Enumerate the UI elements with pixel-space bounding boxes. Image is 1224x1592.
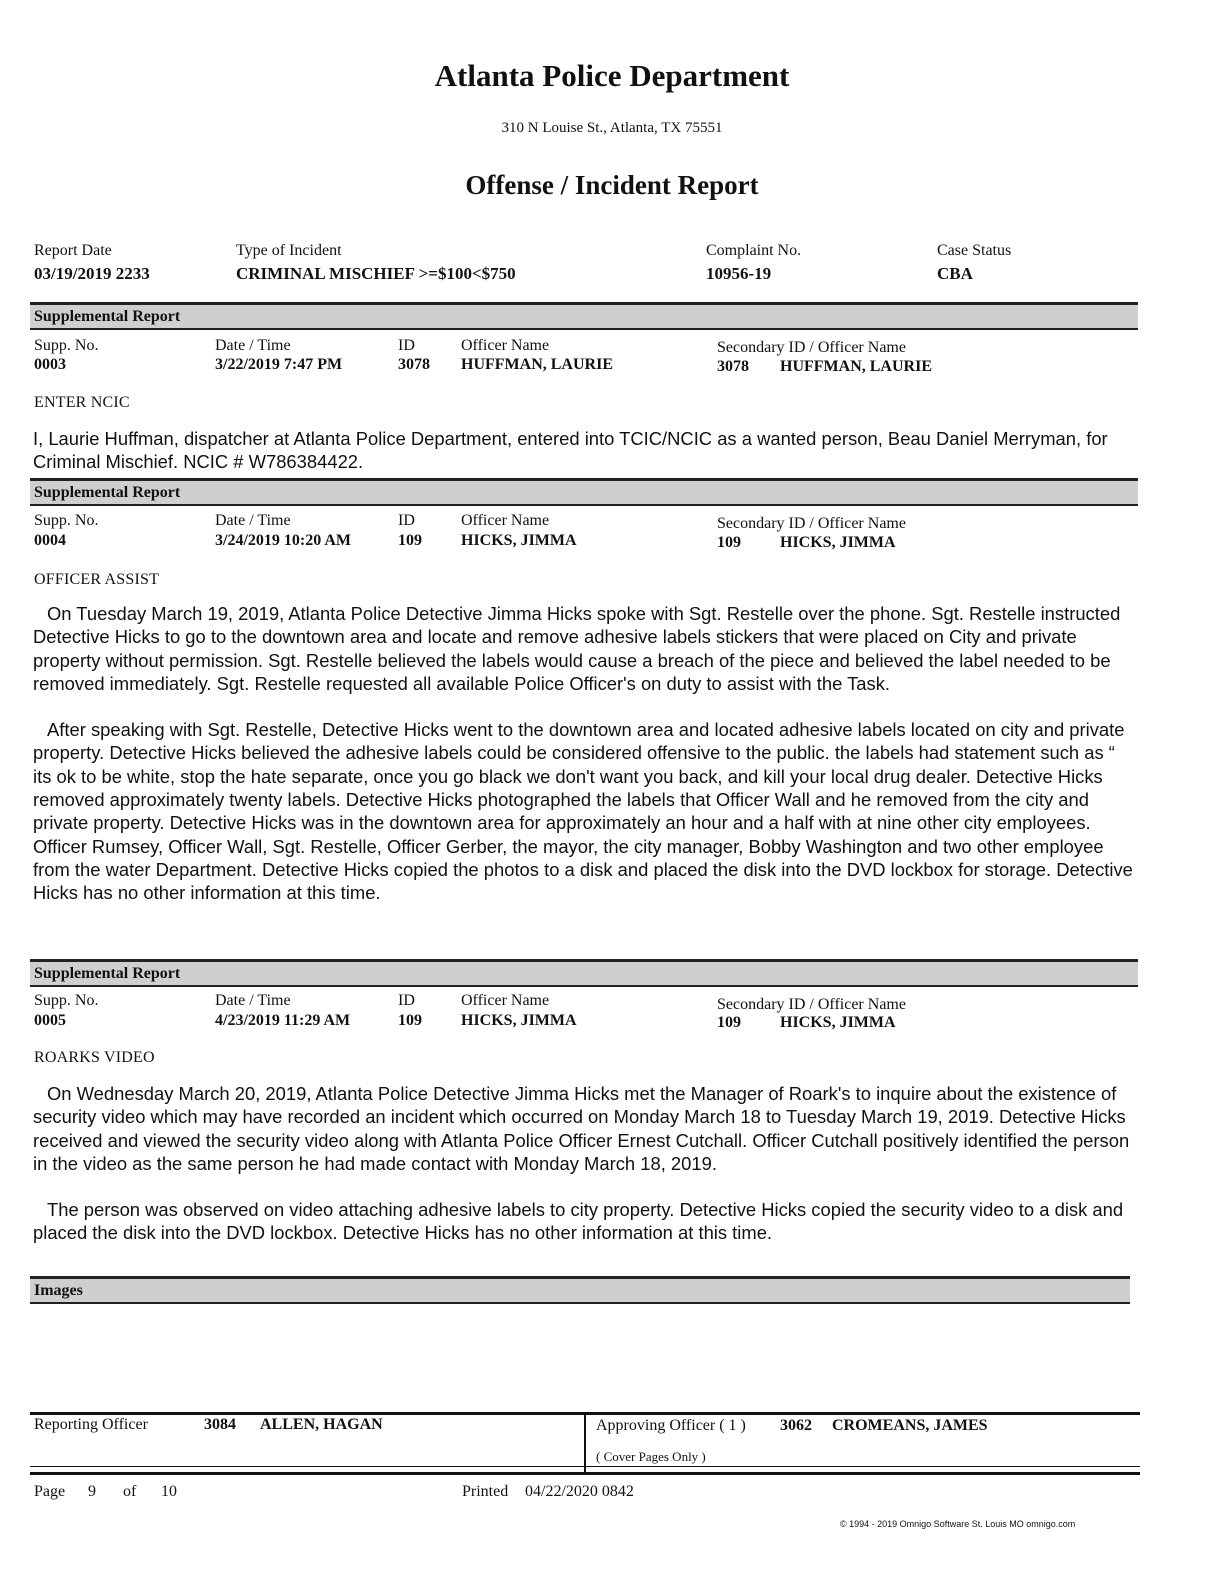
copyright-notice: © 1994 - 2019 Omnigo Software St. Louis MO omnigo.com: [840, 1519, 1076, 1529]
officer-id: 109: [398, 1012, 422, 1029]
bar-title: Supplemental Report: [34, 308, 181, 325]
narrative: [33, 602, 1133, 905]
date-time-label: Date / Time: [215, 512, 291, 529]
narrative: [33, 427, 1133, 474]
section-title: ROARKS VIDEO: [34, 1049, 155, 1066]
officer-id: 3078: [398, 356, 430, 373]
bar-title: Supplemental Report: [34, 965, 181, 982]
secondary-name: HICKS, JIMMA: [780, 1014, 896, 1031]
narrative: [33, 1082, 1133, 1245]
supplemental-report-bar: [30, 959, 1138, 987]
narrative-paragraph: I, Laurie Huffman, dispatcher at Atlanta Police Department, entered into TCIC/NCIC as a wanted person, Beau Daniel Merryman, for Criminal Mischief. NCIC # W786384422.: [33, 428, 1108, 473]
printed-label: Printed: [462, 1483, 509, 1500]
date-time-label: Date / Time: [215, 992, 291, 1009]
case-status: CBA: [937, 264, 973, 283]
complaint-no: 10956-19: [706, 264, 772, 283]
printed-date: 04/22/2020 0842: [525, 1483, 634, 1500]
officer-name-label: Officer Name: [461, 512, 550, 529]
reporting-officer-name: ALLEN, HAGAN: [260, 1416, 383, 1433]
narrative-paragraph: After speaking with Sgt. Restelle, Detective Hicks went to the downtown area and located adhesive labels located on city and private property. Detective Hicks believed the adhesive labels could be considered offensive to the public. the labels had statement such as “ its ok to be white, stop the hate separate, once you go black we don't want you back, and kill your local drug dealer. Detective Hicks removed approximately twenty labels. Detective Hicks photographed the labels that Officer Wall and he removed from the city and private property. Detective Hicks was in the downtown area for approximately an hour and a half with at nine other city employees. Officer Rumsey, Officer Wall, Sgt. Restelle, Officer Gerber, the mayor, the city manager, Bobby Washington and two other employee from the water Department. Detective Hicks copied the photos to a disk and placed the disk into the DVD lockbox for storage. Detective Hicks has no other information at this time.: [33, 719, 1133, 904]
narrative-paragraph: On Tuesday March 19, 2019, Atlanta Police Detective Jimma Hicks spoke with Sgt. Restelle over the phone. Sgt. Restelle instructed Detective Hicks to go to the downtown area and locate and remove adhesive labels stickers that were placed on City and private property without permission. Sgt. Restelle believed the labels would cause a breach of the piece and believed the label needed to be removed immediately. Sgt. Restelle requested all available Police Officer's on duty to assist with the Task.: [33, 603, 1121, 694]
supp-no-label: Supp. No.: [34, 512, 99, 529]
supp-no: 0004: [34, 532, 66, 549]
date-time: 3/24/2019 10:20 AM: [215, 532, 351, 549]
supplemental-report-bar: [30, 302, 1138, 330]
report-title: Offense / Incident Report: [465, 170, 759, 200]
section-title: ENTER NCIC: [34, 394, 130, 411]
report-date: 03/19/2019 2233: [34, 264, 150, 283]
officer-name-label: Officer Name: [461, 337, 550, 354]
officer-name-label: Officer Name: [461, 992, 550, 1009]
case-status-label: Case Status: [937, 242, 1012, 259]
incident-type-label: Type of Incident: [236, 242, 342, 259]
secondary-name: HUFFMAN, LAURIE: [780, 358, 932, 375]
date-time: 4/23/2019 11:29 AM: [215, 1012, 351, 1029]
report-date-label: Report Date: [34, 242, 112, 259]
reporting-officer-label: Reporting Officer: [34, 1416, 148, 1433]
page-label: Page: [34, 1483, 66, 1500]
date-time: 3/22/2019 7:47 PM: [215, 356, 343, 373]
secondary-label: Secondary ID / Officer Name: [717, 339, 906, 356]
page-of-label: of: [123, 1483, 137, 1500]
footer-divider: [584, 1414, 586, 1472]
reporting-officer-id: 3084: [204, 1416, 236, 1433]
officer-name: HUFFMAN, LAURIE: [461, 356, 613, 373]
supp-no-label: Supp. No.: [34, 992, 99, 1009]
department-title: Atlanta Police Department: [434, 58, 790, 93]
incident-type: CRIMINAL MISCHIEF >=$100<$750: [236, 264, 516, 283]
images-bar: [30, 1276, 1130, 1304]
id-label: ID: [398, 992, 415, 1009]
supp-no: 0003: [34, 356, 66, 373]
secondary-label: Secondary ID / Officer Name: [717, 515, 906, 532]
secondary-label: Secondary ID / Officer Name: [717, 996, 906, 1013]
secondary-name: HICKS, JIMMA: [780, 534, 896, 551]
secondary-id: 109: [717, 1014, 741, 1031]
complaint-no-label: Complaint No.: [706, 242, 802, 259]
narrative-paragraph: The person was observed on video attaching adhesive labels to city property. Detective Hicks copied the security video to a disk and placed the disk into the DVD lockbox. Detective Hicks has no other information at this time.: [33, 1199, 1124, 1244]
supp-no: 0005: [34, 1012, 66, 1029]
id-label: ID: [398, 512, 415, 529]
date-time-label: Date / Time: [215, 337, 291, 354]
narrative-paragraph: On Wednesday March 20, 2019, Atlanta Police Detective Jimma Hicks met the Manager of Roark's to inquire about the existence of security video which may have recorded an incident which occurred on Monday March 18 to Tuesday March 19, 2019. Detective Hicks received and viewed the security video along with Atlanta Police Officer Ernest Cutchall. Officer Cutchall positively identified the person in the video as the same person he had made contact with Monday March 18, 2019.: [33, 1083, 1130, 1174]
cover-pages-note: ( Cover Pages Only ): [596, 1449, 706, 1464]
footer-mid-rule: [30, 1466, 1140, 1467]
secondary-id: 3078: [717, 358, 749, 375]
officer-id: 109: [398, 532, 422, 549]
page-number: 9: [88, 1483, 96, 1500]
officer-name: HICKS, JIMMA: [461, 1012, 577, 1029]
approving-officer-label: Approving Officer ( 1 ): [596, 1417, 746, 1434]
footer-bottom-rule: [30, 1472, 1140, 1475]
secondary-id: 109: [717, 534, 741, 551]
supplemental-report-bar: [30, 478, 1138, 506]
page-total: 10: [161, 1483, 177, 1500]
officer-name: HICKS, JIMMA: [461, 532, 577, 549]
section-title: OFFICER ASSIST: [34, 571, 160, 588]
id-label: ID: [398, 337, 415, 354]
supp-no-label: Supp. No.: [34, 337, 99, 354]
bar-title: Supplemental Report: [34, 484, 181, 501]
bar-title: Images: [34, 1282, 83, 1299]
approving-officer-name: CROMEANS, JAMES: [832, 1417, 988, 1434]
department-address: 310 N Louise St., Atlanta, TX 75551: [501, 120, 723, 136]
approving-officer-id: 3062: [780, 1417, 812, 1434]
